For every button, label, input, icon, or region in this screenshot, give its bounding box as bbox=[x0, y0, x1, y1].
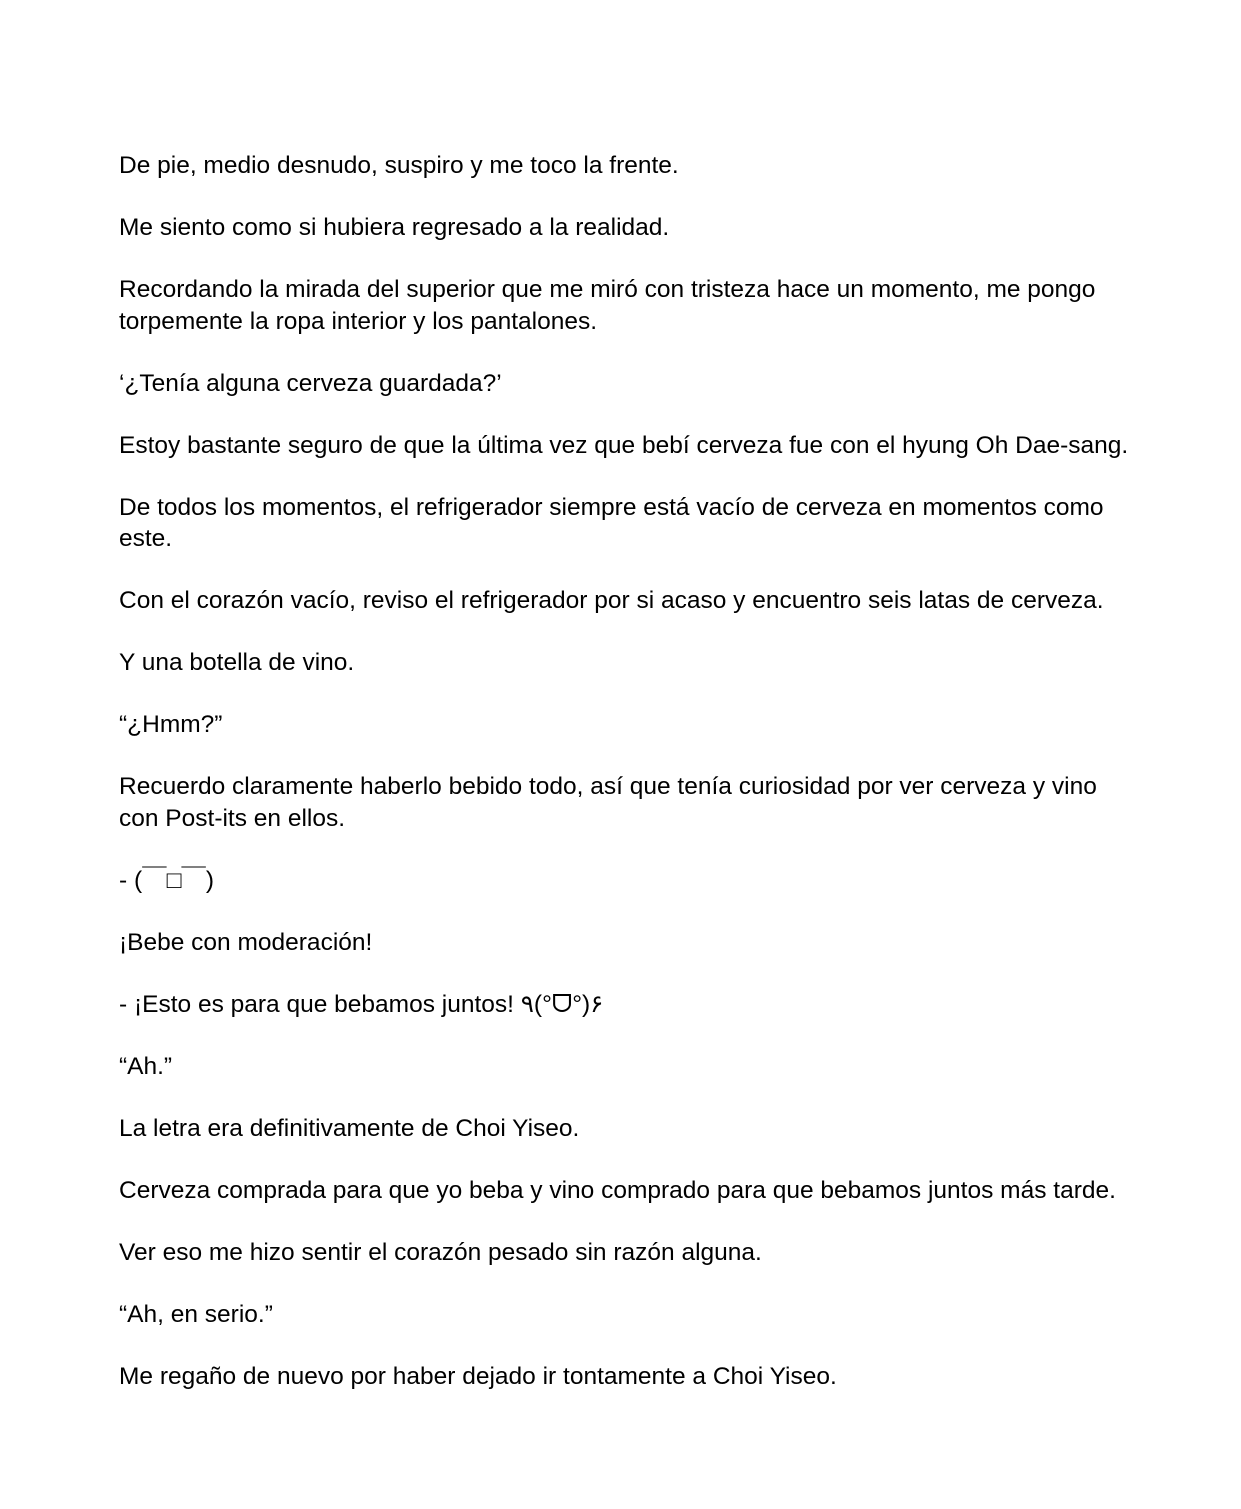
paragraph: Me regaño de nuevo por haber dejado ir tontamente a Choi Yiseo. bbox=[119, 1362, 837, 1390]
paragraph: De pie, medio desnudo, suspiro y me toco la frente. bbox=[119, 152, 679, 179]
paragraph: Estoy bastante seguro de que la última vez que bebí cerveza fue con el hyung Oh Dae-sang. bbox=[119, 431, 1129, 459]
paragraph: - (￣□￣) bbox=[119, 866, 215, 894]
paragraph: ¡Bebe con moderación! bbox=[119, 928, 373, 956]
paragraph: - ¡Esto es para que bebamos juntos! ٩(°ᗜ°)۶ bbox=[119, 990, 604, 1018]
paragraph: Y una botella de vino. bbox=[119, 649, 355, 676]
document-body bbox=[119, 150, 1129, 1392]
paragraph: Ver eso me hizo sentir el corazón pesado sin razón alguna. bbox=[119, 1238, 762, 1266]
paragraph: De todos los momentos, el refrigerador siempre está vacío de cerveza en momentos como este. bbox=[119, 493, 1104, 552]
paragraph: ‘¿Tenía alguna cerveza guardada?’ bbox=[119, 369, 502, 397]
paragraph: “¿Hmm?” bbox=[119, 711, 223, 738]
paragraph: Recordando la mirada del superior que me miró con tristeza hace un momento, me pongo torpemente la ropa interior y los pantalones. bbox=[119, 276, 1096, 335]
paragraph: Me siento como si hubiera regresado a la realidad. bbox=[119, 214, 670, 241]
paragraph: Recuerdo claramente haberlo bebido todo, así que tenía curiosidad por ver cerveza y vino con Post-its en ellos. bbox=[119, 773, 1097, 832]
paragraph: “Ah, en serio.” bbox=[119, 1300, 273, 1328]
paragraph: Cerveza comprada para que yo beba y vino comprado para que bebamos juntos más tarde. bbox=[119, 1176, 1116, 1204]
paragraph: “Ah.” bbox=[119, 1052, 173, 1080]
paragraph: Con el corazón vacío, reviso el refrigerador por si acaso y encuentro seis latas de cerveza. bbox=[119, 587, 1104, 614]
paragraph: La letra era definitivamente de Choi Yiseo. bbox=[119, 1114, 580, 1142]
